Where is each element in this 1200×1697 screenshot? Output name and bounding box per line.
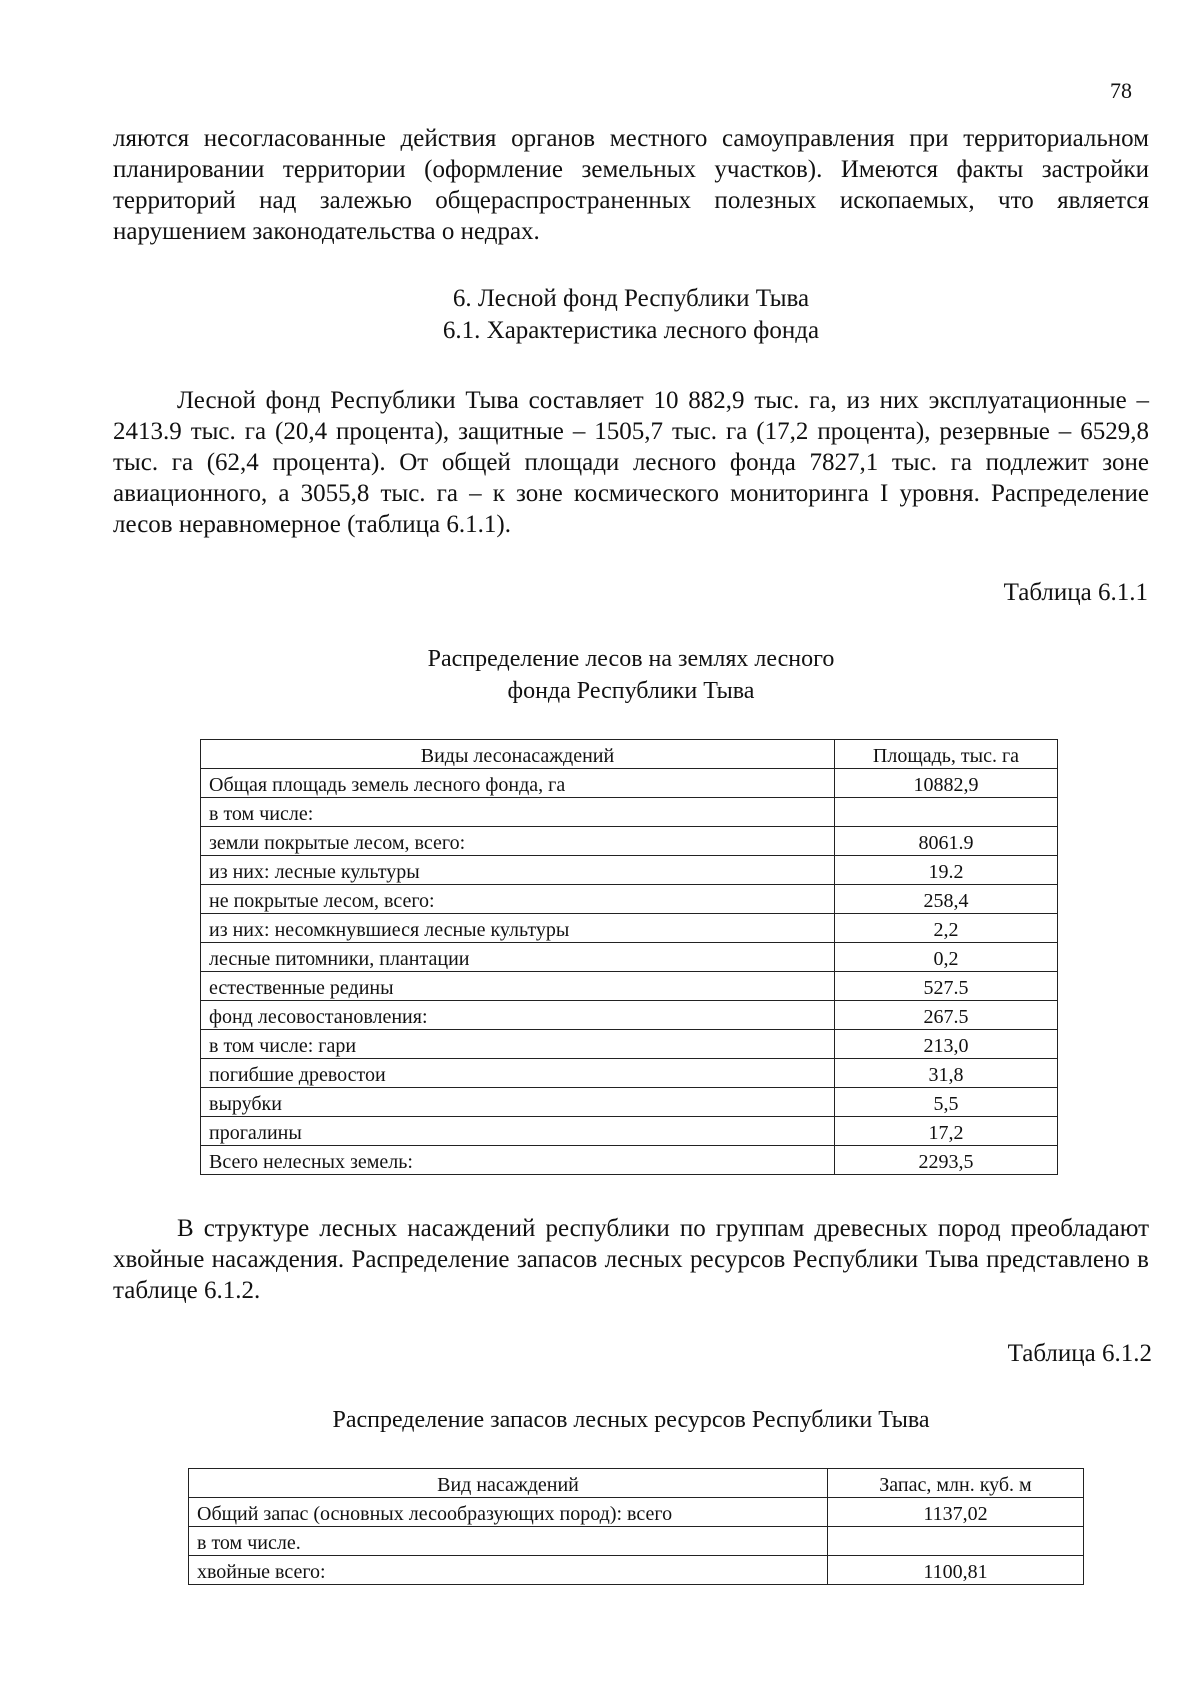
row-label: лесные питомники, плантации bbox=[201, 943, 835, 972]
table-row bbox=[189, 1527, 1084, 1556]
table-row bbox=[201, 972, 1058, 1001]
row-label: погибшие древостои bbox=[201, 1059, 835, 1088]
row-label: фонд лесовостановления: bbox=[201, 1001, 835, 1030]
row-value: 267.5 bbox=[835, 1001, 1058, 1030]
column-header-reserve: Запас, млн. куб. м bbox=[828, 1469, 1084, 1498]
table-row bbox=[201, 798, 1058, 827]
table-row bbox=[201, 769, 1058, 798]
row-label: прогалины bbox=[201, 1117, 835, 1146]
table-row bbox=[201, 827, 1058, 856]
column-header-stand-type: Вид насаждений bbox=[189, 1469, 828, 1498]
section-heading: 6. Лесной фонд Республики Тыва bbox=[452, 285, 810, 312]
table-row bbox=[201, 1117, 1058, 1146]
row-label: Общий запас (основных лесообразующих пород): всего bbox=[189, 1498, 828, 1527]
subsection-heading: 6.1. Характеристика лесного фонда bbox=[442, 317, 820, 344]
row-value bbox=[828, 1527, 1084, 1556]
forest-reserves-table bbox=[188, 1468, 1084, 1585]
table-row bbox=[189, 1556, 1084, 1585]
row-value: 1100,81 bbox=[828, 1556, 1084, 1585]
row-label: Всего нелесных земель: bbox=[201, 1146, 835, 1175]
table-row bbox=[201, 856, 1058, 885]
table-row bbox=[201, 885, 1058, 914]
row-label: вырубки bbox=[201, 1088, 835, 1117]
row-value: 8061.9 bbox=[835, 827, 1058, 856]
row-value: 1137,02 bbox=[828, 1498, 1084, 1527]
row-value: 31,8 bbox=[835, 1059, 1058, 1088]
row-value: 10882,9 bbox=[835, 769, 1058, 798]
table-2-label: Таблица 6.1.2 bbox=[1007, 1340, 1152, 1367]
row-label: в том числе: bbox=[201, 798, 835, 827]
table-header-row bbox=[189, 1469, 1084, 1498]
column-header-type: Виды лесонасаждений bbox=[201, 740, 835, 769]
table-header-row bbox=[201, 740, 1058, 769]
row-label: Общая площадь земель лесного фонда, га bbox=[201, 769, 835, 798]
table-row bbox=[201, 1146, 1058, 1175]
row-value: 5,5 bbox=[835, 1088, 1058, 1117]
row-value: 2293,5 bbox=[835, 1146, 1058, 1175]
table-2-title: Распределение запасов лесных ресурсов Республики Тыва bbox=[332, 1407, 930, 1433]
row-value: 19.2 bbox=[835, 856, 1058, 885]
paragraph-forest-fund: Лесной фонд Республики Тыва составляет 10 882,9 тыс. га, из них эксплуатационные – 2413.9 тыс. га (20,4 процента), защитные – 1505,7 тыс. га (17,2 процента), резервные – 6529,8 тыс. га (62,4 процента). От общей площади лесного фонда 7827,1 тыс. га подлежит зоне авиационного, а 3055,8 тыс. га – к зоне космического мониторинга I уровня. Распределение лесов неравномерное (таблица 6.1.1). bbox=[113, 387, 1149, 538]
row-value: 2,2 bbox=[835, 914, 1058, 943]
row-value: 527.5 bbox=[835, 972, 1058, 1001]
row-value: 213,0 bbox=[835, 1030, 1058, 1059]
table-1-title-line-1: Распределение лесов на землях лесного bbox=[427, 646, 835, 672]
row-label: естественные редины bbox=[201, 972, 835, 1001]
row-label: хвойные всего: bbox=[189, 1556, 828, 1585]
row-label: земли покрытые лесом, всего: bbox=[201, 827, 835, 856]
row-value bbox=[835, 798, 1058, 827]
table-row bbox=[189, 1498, 1084, 1527]
row-label: из них: лесные культуры bbox=[201, 856, 835, 885]
row-label: в том числе: гари bbox=[201, 1030, 835, 1059]
table-1-title bbox=[113, 643, 1149, 707]
table-1-label: Таблица 6.1.1 bbox=[1003, 579, 1148, 606]
forest-distribution-table bbox=[200, 739, 1058, 1175]
row-label: из них: несомкнувшиеся лесные культуры bbox=[201, 914, 835, 943]
paragraph-intro: ляются несогласованные действия органов местного самоуправления при территориальном планировании территории (оформление земельных участков). Имеются факты застройки территорий над залежью общераспространенных полезных ископаемых, что является нарушением законодательства о недрах. bbox=[113, 125, 1149, 245]
table-row bbox=[201, 1030, 1058, 1059]
column-header-area: Площадь, тыс. га bbox=[835, 740, 1058, 769]
table-row bbox=[201, 1001, 1058, 1030]
paragraph-species-structure: В структуре лесных насаждений республики по группам древесных пород преобладают хвойные насаждения. Распределение запасов лесных ресурсов Республики Тыва представлено в таблице 6.1.2. bbox=[113, 1215, 1149, 1304]
row-label: не покрытые лесом, всего: bbox=[201, 885, 835, 914]
table-row bbox=[201, 1088, 1058, 1117]
table-row bbox=[201, 943, 1058, 972]
row-value: 17,2 bbox=[835, 1117, 1058, 1146]
table-row bbox=[201, 914, 1058, 943]
row-label: в том числе. bbox=[189, 1527, 828, 1556]
table-row bbox=[201, 1059, 1058, 1088]
row-value: 258,4 bbox=[835, 885, 1058, 914]
row-value: 0,2 bbox=[835, 943, 1058, 972]
page-number: 78 bbox=[1110, 78, 1132, 103]
table-1-title-line-2: фонда Республики Тыва bbox=[507, 678, 755, 704]
